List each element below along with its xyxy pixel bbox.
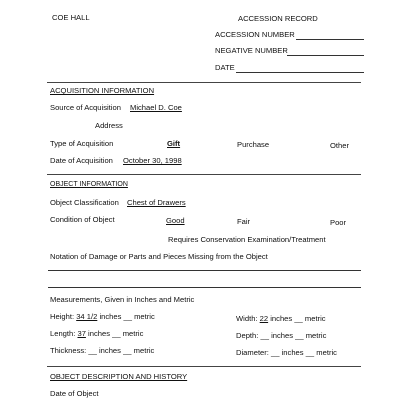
length-measurement bbox=[50, 329, 143, 338]
depth-inches-blank[interactable]: __ bbox=[260, 331, 269, 340]
depth-measurement bbox=[236, 331, 326, 340]
description-heading: OBJECT DESCRIPTION AND HISTORY bbox=[50, 372, 188, 381]
type-option-other: Other bbox=[330, 141, 349, 150]
date-label: DATE bbox=[215, 63, 235, 72]
damage-line-1[interactable] bbox=[48, 270, 361, 271]
depth-label: Depth: bbox=[236, 331, 259, 340]
width-label: Width: bbox=[236, 314, 258, 323]
source-value: Michael D. Coe bbox=[130, 103, 182, 112]
thickness-metric-blank[interactable]: __ bbox=[123, 346, 132, 355]
depth-metric-blank[interactable]: __ bbox=[295, 331, 304, 340]
institution-name: COE HALL bbox=[52, 13, 90, 22]
diameter-metric-blank[interactable]: __ bbox=[305, 348, 315, 357]
diameter-measurement bbox=[236, 348, 337, 357]
classification-label: Object Classification bbox=[50, 198, 119, 207]
condition-option-fair: Fair bbox=[237, 217, 251, 226]
address-label: Address bbox=[95, 121, 123, 130]
type-option-purchase: Purchase bbox=[237, 140, 270, 149]
classification-value: Chest of Drawers bbox=[127, 198, 186, 207]
accession-number-label: ACCESSION NUMBER bbox=[215, 30, 295, 39]
section-divider bbox=[47, 82, 361, 83]
height-value: 34 1/2 bbox=[76, 312, 98, 321]
acquisition-date-label: Date of Acquisition bbox=[50, 156, 113, 165]
thickness-label: Thickness: bbox=[50, 346, 87, 355]
diameter-label: Diameter: bbox=[236, 348, 269, 357]
height-metric-blank[interactable]: __ bbox=[123, 312, 132, 321]
length-value: 37 bbox=[77, 329, 86, 338]
width-metric-unit: metric bbox=[304, 314, 326, 323]
condition-option-good: Good bbox=[166, 216, 185, 225]
measurements-heading: Measurements, Given in Inches and Metric bbox=[50, 295, 195, 304]
conservation-note: Requires Conservation Examination/Treatment bbox=[168, 235, 326, 244]
height-measurement bbox=[50, 312, 155, 321]
section-divider bbox=[47, 174, 361, 175]
object-date-label: Date of Object bbox=[50, 389, 99, 398]
depth-metric-unit: metric bbox=[305, 331, 327, 340]
source-label: Source of Acquisition bbox=[50, 103, 121, 112]
object-heading: OBJECT INFORMATION bbox=[50, 181, 128, 188]
acquisition-date-value: October 30, 1998 bbox=[123, 156, 182, 165]
depth-inches-unit: inches bbox=[271, 331, 294, 340]
date-field[interactable] bbox=[236, 72, 364, 73]
condition-option-poor: Poor bbox=[330, 218, 347, 227]
acquisition-heading: ACQUISITION INFORMATION bbox=[50, 86, 155, 95]
thickness-measurement bbox=[50, 346, 154, 355]
form-title: ACCESSION RECORD bbox=[238, 14, 318, 23]
section-divider bbox=[47, 366, 361, 367]
width-metric-blank[interactable]: __ bbox=[294, 314, 303, 323]
length-metric-unit: metric bbox=[122, 329, 144, 338]
damage-line-2[interactable] bbox=[48, 287, 361, 288]
negative-number-label: NEGATIVE NUMBER bbox=[215, 46, 288, 55]
diameter-metric-unit: metric bbox=[316, 348, 337, 357]
damage-label: Notation of Damage or Parts and Pieces Missing from the Object bbox=[50, 252, 268, 261]
negative-number-field[interactable] bbox=[287, 55, 364, 56]
width-measurement bbox=[236, 314, 326, 323]
width-inches-unit: inches bbox=[270, 314, 293, 323]
length-metric-blank[interactable]: __ bbox=[112, 329, 121, 338]
condition-label: Condition of Object bbox=[50, 215, 115, 224]
height-inches-unit: inches bbox=[99, 312, 122, 321]
width-value: 22 bbox=[259, 314, 269, 323]
type-label: Type of Acquisition bbox=[50, 139, 114, 148]
height-metric-unit: metric bbox=[134, 312, 155, 321]
thickness-inches-blank[interactable]: __ bbox=[88, 346, 97, 355]
thickness-metric-unit: metric bbox=[133, 346, 155, 355]
length-label: Length: bbox=[50, 329, 76, 338]
length-inches-unit: inches bbox=[88, 329, 110, 338]
diameter-inches-unit: inches bbox=[281, 348, 304, 357]
type-option-gift: Gift bbox=[167, 139, 181, 148]
thickness-inches-unit: inches bbox=[99, 346, 121, 355]
diameter-inches-blank[interactable]: __ bbox=[271, 348, 280, 357]
height-label: Height: bbox=[50, 312, 75, 321]
accession-number-field[interactable] bbox=[296, 39, 364, 40]
